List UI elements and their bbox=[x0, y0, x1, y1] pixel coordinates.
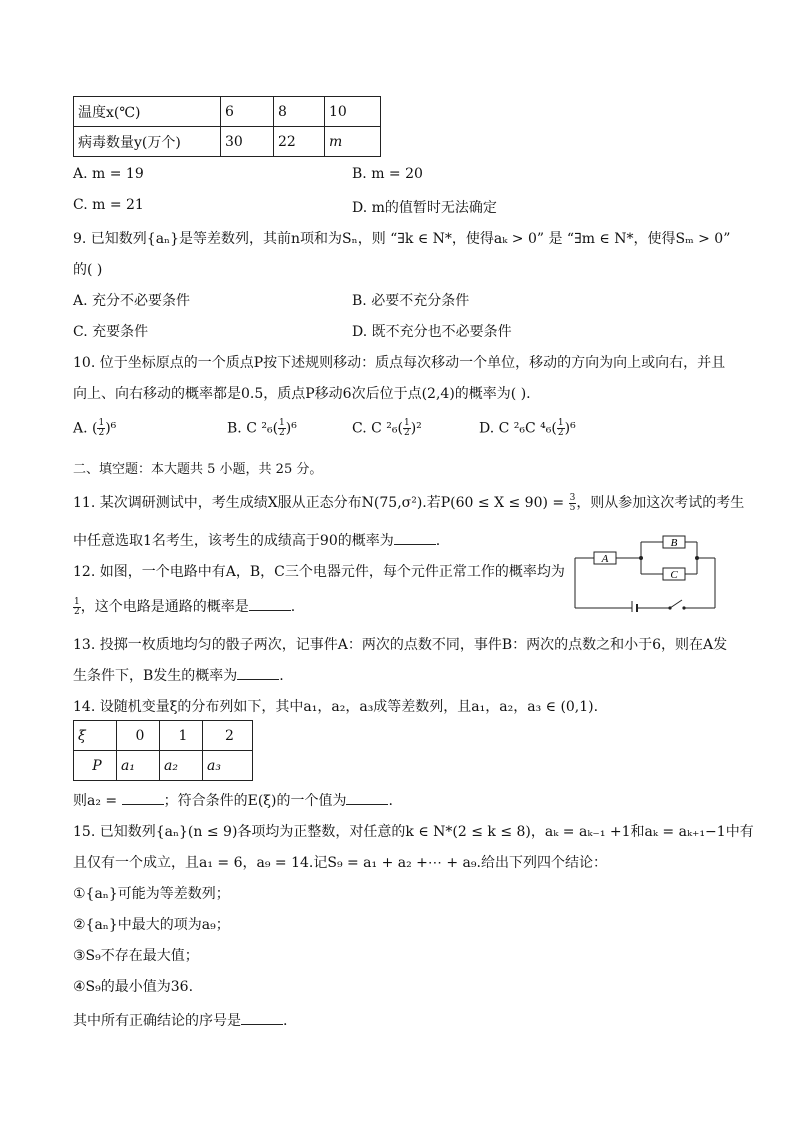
component-a-label: A bbox=[601, 553, 609, 565]
q13-stem-line2: 生条件下，B发生的概率为 . bbox=[73, 668, 284, 684]
temperature-virus-table bbox=[73, 96, 381, 157]
q13-stem-line1: 13. 投掷一枚质地均匀的骰子两次，记事件A：两次的点数不同，事件B：两次的点数之和小于6，则在A发 bbox=[73, 637, 728, 653]
q14-stem-line2: 则a₂ = ；符合条件的E(ξ)的一个值为 . bbox=[73, 793, 393, 809]
answer-blank[interactable] bbox=[249, 598, 291, 611]
q11-stem-line1: 11. 某次调研测试中，考生成绩X服从正态分布N(75,σ²).若P(60 ≤ X ≤ 90) = $\frac{3}{5}$ ，则从参加这次考试的考生 bbox=[73, 492, 745, 513]
distribution-table bbox=[73, 720, 253, 781]
circuit-diagram bbox=[570, 532, 720, 612]
table-cell: 温度x(℃) bbox=[74, 97, 221, 127]
component-c-label: C bbox=[670, 569, 678, 581]
q15-stem-line2: 且仅有一个成立，且a₁ = 6，a₉ = 14.记S₉ = a₁ + a₂ +⋯ + a₉.给出下列四个结论： bbox=[73, 855, 607, 871]
q15-conclusion-1: ①{aₙ}可能为等差数列； bbox=[73, 886, 230, 902]
q15-conclusion-2: ②{aₙ}中最大的项为a₉； bbox=[73, 917, 230, 933]
table-cell: P bbox=[74, 751, 117, 781]
q10-option-c: C. C ²₆( $\frac{1}{2}$ )² bbox=[352, 418, 422, 438]
table-cell: 22 bbox=[274, 127, 325, 157]
q14-stem-line1: 14. 设随机变量ξ的分布列如下，其中a₁，a₂，a₃成等差数列，且a₁，a₂，a₃ ∈ (0,1). bbox=[73, 699, 599, 715]
switch-lever bbox=[670, 600, 682, 608]
table-cell: ξ bbox=[74, 721, 117, 751]
q9-option-c: C. 充要条件 bbox=[73, 324, 149, 340]
table-cell: 0 bbox=[117, 721, 160, 751]
table-cell: 10 bbox=[325, 97, 381, 127]
table-cell: 8 bbox=[274, 97, 325, 127]
table-cell: a₂ bbox=[160, 751, 203, 781]
table-cell: a₃ bbox=[203, 751, 253, 781]
answer-blank[interactable] bbox=[122, 792, 164, 805]
q8-option-c: C. m = 21 bbox=[73, 197, 144, 213]
q12-stem-line1: 12. 如图，一个电路中有A，B，C三个电器元件，每个元件正常工作的概率均为 bbox=[73, 564, 565, 580]
table-cell: 6 bbox=[221, 97, 274, 127]
q10-option-d: D. C ²₆C ⁴₆( $\frac{1}{2}$ )⁶ bbox=[479, 418, 576, 438]
q9-stem-line1: 9. 已知数列{aₙ}是等差数列，其前n项和为Sₙ，则 “∃k ∈ N*，使得aₖ > 0” 是 “∃m ∈ N*，使得Sₘ > 0” bbox=[73, 231, 731, 247]
answer-blank[interactable] bbox=[241, 1012, 283, 1025]
table-cell: m bbox=[325, 127, 381, 157]
table-cell: a₁ bbox=[117, 751, 160, 781]
q9-option-a: A. 充分不必要条件 bbox=[73, 293, 191, 309]
q15-stem-line1: 15. 已知数列{aₙ}(n ≤ 9)各项均为正整数，对任意的k ∈ N*(2 ≤ k ≤ 8)，aₖ = aₖ₋₁ +1和aₖ = aₖ₊₁−1中有 bbox=[73, 824, 754, 840]
q9-stem-line2: 的( ) bbox=[73, 262, 103, 278]
answer-blank[interactable] bbox=[346, 792, 388, 805]
q8-option-b: B. m = 20 bbox=[352, 166, 423, 182]
q9-option-d: D. 既不充分也不必要条件 bbox=[352, 324, 512, 340]
table-cell: 1 bbox=[160, 721, 203, 751]
q11-stem-line2: 中任意选取1名考生，该考生的成绩高于90的概率为 . bbox=[73, 533, 441, 549]
table-cell: 病毒数量y(万个) bbox=[74, 127, 221, 157]
q8-option-a: A. m = 19 bbox=[73, 166, 144, 182]
q15-conclusion-3: ③S₉不存在最大值； bbox=[73, 948, 199, 964]
q9-option-b: B. 必要不充分条件 bbox=[352, 293, 470, 309]
q8-option-d: D. m的值暂时无法确定 bbox=[352, 200, 497, 216]
q12-stem-line2: $\frac{1}{2}$ ，这个电路是通路的概率是 . bbox=[74, 596, 296, 617]
q15-final-line: 其中所有正确结论的序号是 . bbox=[73, 1013, 288, 1029]
q10-option-b: B. C ²₆( $\frac{1}{2}$ )⁶ bbox=[227, 418, 297, 438]
q10-option-a: A. ( $\frac{1}{2}$ )⁶ bbox=[73, 418, 117, 438]
table-cell: 30 bbox=[221, 127, 274, 157]
component-b-label: B bbox=[670, 537, 678, 549]
q10-stem-line2: 向上、向右移动的概率都是0.5，质点P移动6次后位于点(2,4)的概率为( ). bbox=[73, 386, 531, 402]
table-cell: 2 bbox=[203, 721, 253, 751]
answer-blank[interactable] bbox=[394, 532, 436, 545]
q15-conclusion-4: ④S₉的最小值为36. bbox=[73, 979, 194, 995]
q10-stem-line1: 10. 位于坐标原点的一个质点P按下述规则移动：质点每次移动一个单位，移动的方向为向上或向右，并且 bbox=[73, 355, 726, 371]
section-heading: 二、填空题：本大题共 5 小题，共 25 分。 bbox=[73, 462, 323, 477]
answer-blank[interactable] bbox=[237, 667, 279, 680]
